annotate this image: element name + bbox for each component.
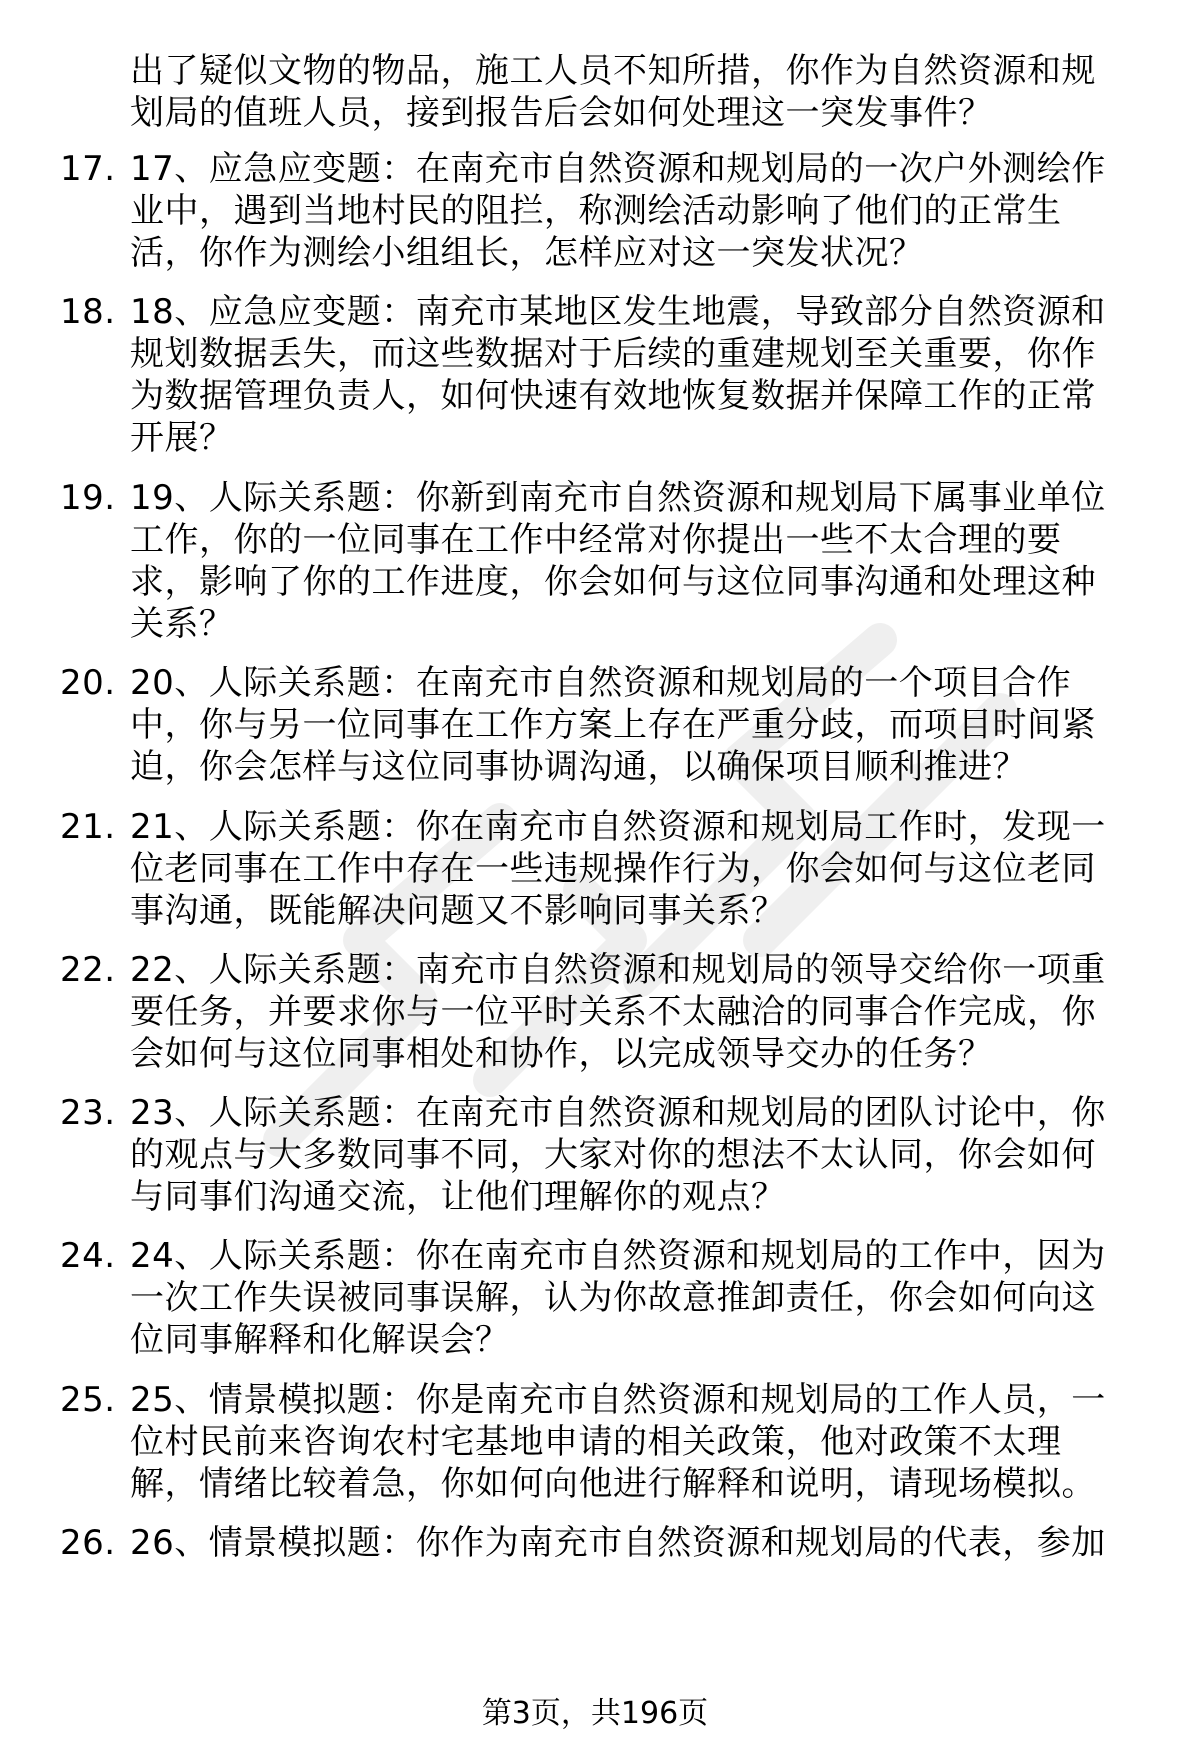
item-number: 23. [60, 1093, 116, 1133]
item-number: 18. [60, 292, 116, 332]
item-text [130, 291, 1150, 459]
text-line: 21、人际关系题：你在南充市自然资源和规划局工作时，发现一 [130, 807, 1106, 847]
text-line: 规划数据丢失，而这些数据对于后续的重建规划至关重要，你作 [130, 334, 1096, 374]
text-line: 一次工作失误被同事误解，认为你故意推卸责任，你会如何向这 [130, 1278, 1096, 1318]
text-line: 26、情景模拟题：你作为南充市自然资源和规划局的代表，参加 [130, 1523, 1106, 1563]
text-line: 19、人际关系题：你新到南充市自然资源和规划局下属事业单位 [130, 478, 1106, 518]
item-text [130, 477, 1150, 645]
text-line: 24、人际关系题：你在南充市自然资源和规划局的工作中，因为 [130, 1236, 1106, 1276]
text-line: 与同事们沟通交流，让他们理解你的观点？ [130, 1177, 786, 1217]
text-line: 活，你作为测绘小组组长，怎样应对这一突发状况？ [130, 233, 924, 273]
text-line: 工作，你的一位同事在工作中经常对你提出一些不太合理的要 [130, 520, 1062, 560]
text-line: 17、应急应变题：在南充市自然资源和规划局的一次户外测绘作 [130, 149, 1106, 189]
text-line: 关系？ [130, 604, 234, 644]
text-line: 20、人际关系题：在南充市自然资源和规划局的一个项目合作 [130, 663, 1072, 703]
text-line: 为数据管理负责人，如何快速有效地恢复数据并保障工作的正常 [130, 376, 1096, 416]
item-number: 25. [60, 1380, 116, 1420]
text-line: 开展？ [130, 418, 234, 458]
text-line: 的观点与大多数同事不同，大家对你的想法不太认同，你会如何 [130, 1135, 1096, 1175]
item-number: 19. [60, 478, 116, 518]
item-text [130, 148, 1150, 274]
text-line: 23、人际关系题：在南充市自然资源和规划局的团队讨论中，你 [130, 1093, 1106, 1133]
text-line: 业中，遇到当地村民的阻拦，称测绘活动影响了他们的正常生 [130, 191, 1062, 231]
item-number: 20. [60, 663, 116, 703]
item-text [130, 1379, 1150, 1505]
text-line: 出了疑似文物的物品，施工人员不知所措，你作为自然资源和规 [130, 51, 1096, 91]
text-line: 解，情绪比较着急，你如何向他进行解释和说明，请现场模拟。 [130, 1464, 1096, 1504]
text-line: 位老同事在工作中存在一些违规操作行为，你会如何与这位老同 [130, 849, 1096, 889]
item-number: 24. [60, 1236, 116, 1276]
text-line: 要任务，并要求你与一位平时关系不太融洽的同事合作完成，你 [130, 992, 1096, 1032]
page-number-footer: 第3页，共196页 [481, 1696, 709, 1731]
text-line: 位同事解释和化解误会？ [130, 1320, 510, 1360]
text-line: 划局的值班人员，接到报告后会如何处理这一突发事件？ [130, 93, 993, 133]
item-number: 26. [60, 1523, 116, 1563]
item-number: 21. [60, 807, 116, 847]
item-number: 22. [60, 950, 116, 990]
text-line: 位村民前来咨询农村宅基地申请的相关政策，他对政策不太理 [130, 1422, 1062, 1462]
text-line: 22、人际关系题：南充市自然资源和规划局的领导交给你一项重 [130, 950, 1106, 990]
item-text [130, 949, 1150, 1075]
item-text [130, 662, 1150, 788]
text-line: 18、应急应变题：南充市某地区发生地震，导致部分自然资源和 [130, 292, 1106, 332]
text-line: 求，影响了你的工作进度，你会如何与这位同事沟通和处理这种 [130, 562, 1096, 602]
text-line: 迫，你会怎样与这位同事协调沟通，以确保项目顺利推进？ [130, 747, 1027, 787]
item-text [130, 1522, 1150, 1564]
item-text [130, 1092, 1150, 1218]
item-text [130, 806, 1150, 932]
text-line: 会如何与这位同事相处和协作，以完成领导交办的任务？ [130, 1034, 993, 1074]
continuation-paragraph [130, 50, 1150, 134]
text-line: 25、情景模拟题：你是南充市自然资源和规划局的工作人员，一 [130, 1380, 1106, 1420]
item-number: 17. [60, 149, 116, 189]
item-text [130, 1235, 1150, 1361]
text-line: 事沟通，既能解决问题又不影响同事关系？ [130, 891, 786, 931]
text-line: 中，你与另一位同事在工作方案上存在严重分歧，而项目时间紧 [130, 705, 1096, 745]
